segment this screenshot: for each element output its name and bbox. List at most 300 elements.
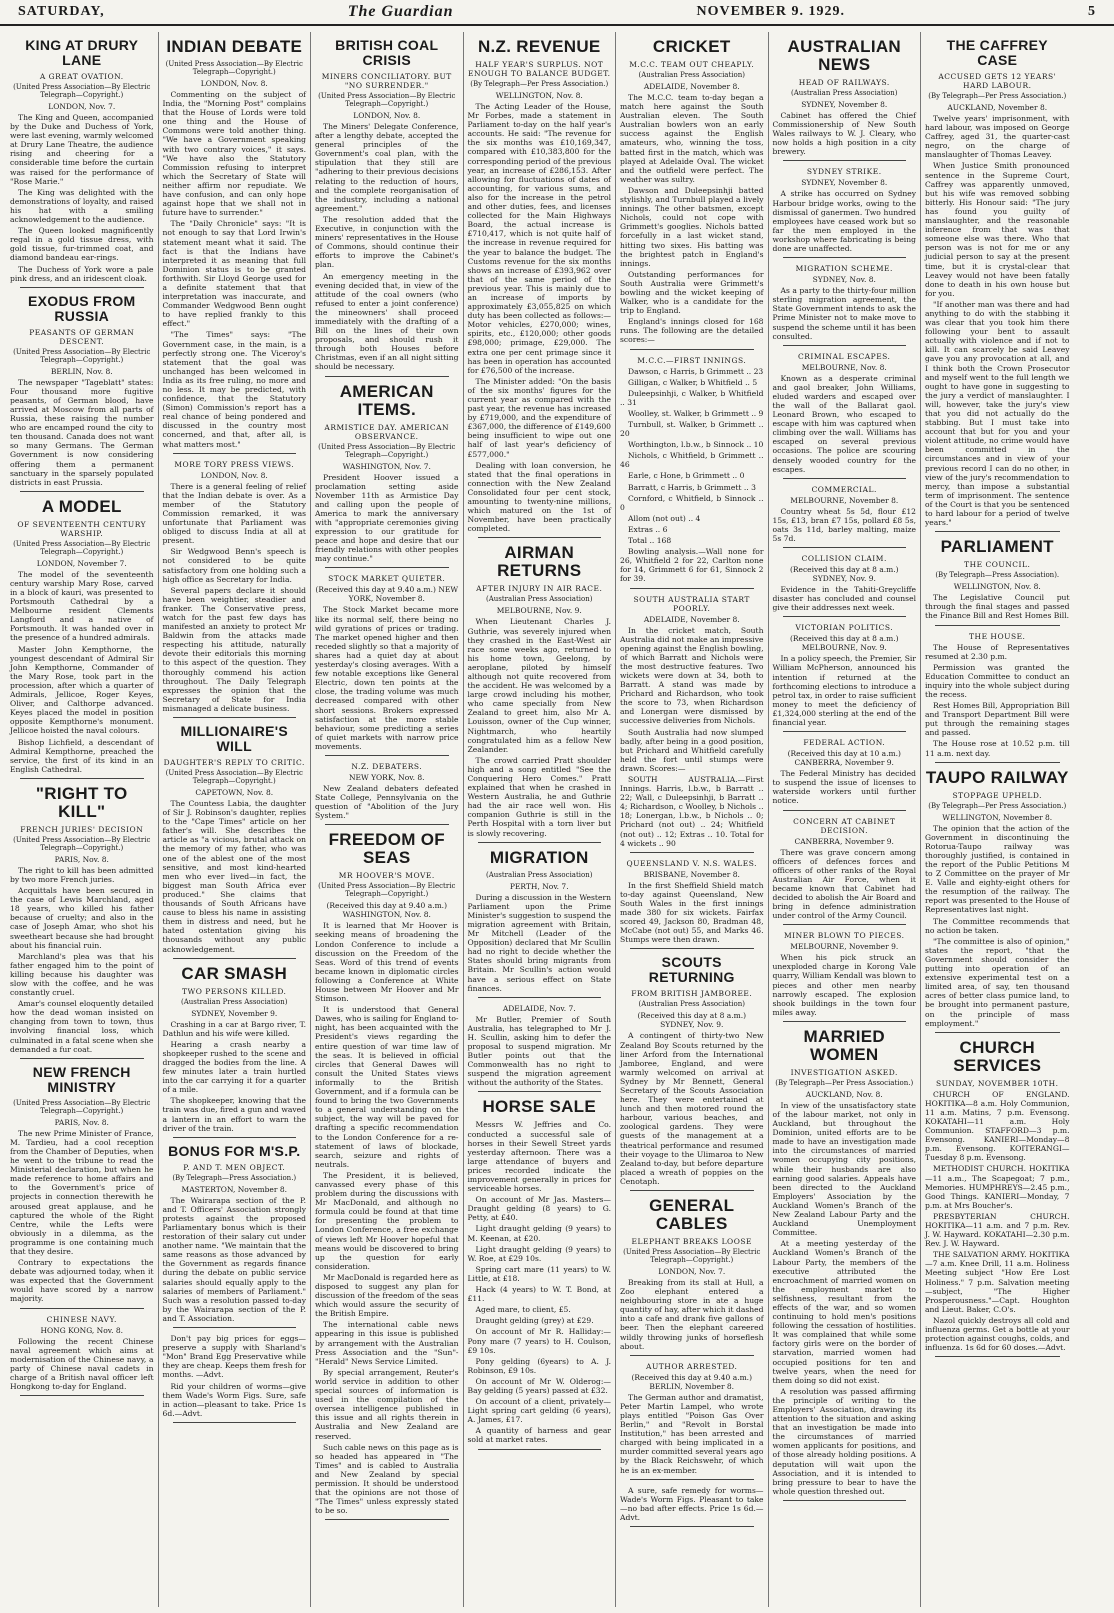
story-subheading: A GREAT OVATION. — [39, 72, 124, 81]
story-paragraph: Don't pay big prices for eggs—preserve a supply with Sharland's "Mon" Brand Egg Preservative while they are cheap. Keeps them fresh for months. —Advt. — [162, 1334, 306, 1380]
story-paragraph: An emergency meeting in the evening decided that, in view of the attitude of the coal owners (who refused to enter a joint conference) the mineowners' shall proceed immediately with the drafting of a Bill on the lines of their own proposals, and should rush it through both Houses before Christmas, even if an all night sitting should be necessary. — [315, 271, 459, 372]
story-paragraph: Hack (4 years) to W. T. Bond, at £11. — [467, 1285, 611, 1304]
story-dateline: MELBOURNE, Nov. 9. — [496, 606, 582, 616]
story-paragraph: The resolution added that the Executive, in conjunction with the miners' representatives in the House of Commons, should continue their efforts to improve the Cabinet's plan. — [315, 214, 459, 270]
story-paragraph: In a policy speech, the Premier, Sir William McPherson, announced his intention if returned at the forthcoming elections to introduce a petrol tax, in order to raise sufficient money to meet the deficiency of £1,324,000 sterling at the end of the financial year. — [772, 654, 916, 728]
story-paragraph: Nichols, c Whitfield, b Grimmett .. 46 — [620, 451, 764, 470]
news-story — [10, 498, 154, 779]
story-source-credit: (Australian Press Association) — [790, 89, 898, 97]
story-divider — [478, 537, 602, 538]
story-paragraph: Hearing a crash nearby a shopkeeper rushed to the scene and dragged the bodies from the line. A few minutes later a train hurtled into the car carrying it for a quarter of a mile. — [162, 1039, 306, 1095]
story-headline: FREEDOM OF SEAS — [328, 830, 445, 868]
story-paragraph: Spring cart mare (11 years) to W. Little, at £18. — [467, 1264, 611, 1283]
story-paragraph: England's innings closed for 168 runs. The following are the detailed scores:— — [620, 317, 764, 345]
news-story — [163, 965, 307, 1138]
story-dateline: WASHINGTON, Nov. 7. — [342, 461, 431, 471]
story-source-credit: (Australian Press Association) — [638, 71, 745, 79]
story-divider — [783, 1021, 907, 1022]
story-paragraph: The King and Queen, accompanied by the Duke and Duchess of York, were last evening, warmly welcomed at Drury Lane Theatre, the audience rising and cheering for a considerable time before the curtain was raised for the performance of "Rose Marie." — [10, 113, 154, 186]
story-dateline: (Received this day at 9.40 a.m.) WASHINGTON, Nov. 8. — [326, 901, 447, 920]
story-paragraph: Twelve years' imprisonment, with hard labour, was imposed on George Caffrey, aged 31, the quarter-cast negro, on the charge of manslaughter of Thomas Leavey. — [925, 114, 1070, 160]
story-subheading: TWO PERSONS KILLED. — [182, 986, 287, 996]
story-dateline: (Received this day at 9.40 a.m.) BERLIN, November 8. — [631, 1372, 752, 1391]
story-divider — [173, 958, 297, 959]
story-divider — [783, 1500, 907, 1501]
story-paragraph: A quantity of harness and gear sold at market rates. — [467, 1426, 611, 1445]
news-story — [773, 352, 917, 479]
column-6 — [769, 32, 922, 1607]
story-dateline: AUCKLAND, November 8. — [947, 103, 1048, 112]
news-story — [315, 831, 459, 1520]
column-2 — [159, 32, 312, 1607]
story-divider — [783, 810, 907, 811]
news-story — [10, 294, 154, 492]
story-headline: GENERAL CABLES — [649, 1196, 735, 1233]
story-headline: BRITISH COAL CRISIS — [335, 37, 439, 68]
story-paragraph: The Miners' Delegate Conference, after a lengthy debate, accepted the general principles of the Government's coal plan, with the stipulation that they still are "adhering to their previous decisions relating to the reduction of hours, and the complete reorganisation of the industry, including a national agreement." — [315, 122, 459, 213]
story-divider — [783, 924, 907, 925]
story-paragraph: Turnbull, st. Walker, b Grimmett .. 20 — [620, 420, 764, 439]
story-paragraph: Sir Wedgwood Benn's speech is not considered to be quite satisfactory from one holding such a high office as Secretary for India. — [162, 547, 306, 584]
story-paragraph: Breaking from its stall at Hull, a Zoo elephant entered a neighbouring store in ate a huge quantity of hay, after which it dashed into a cafe and drank five gallons of beer. Then the elephant careered wildly throwing junks of horseflesh about. — [620, 1278, 764, 1351]
story-paragraph: The Federal Ministry has decided to suspend the issue of licenses to waterside workers until further notice. — [772, 769, 916, 806]
news-story — [773, 1028, 917, 1501]
story-paragraph: The German author and dramatist, Peter Martin Lampel, who wrote plays entitled "Poison Gas Over Berlin," and "Revolt in Borstal Institution," has been arrested and charged with being implicated in a murder committed several years ago by the Black Reichswehr, of which he is an ex-member. — [620, 1392, 764, 1475]
story-paragraph: The Stock Market became more like its normal self, there being no wild gyrations of prices or trading. The market opened higher and then receded slightly so that a majority of shares had a quiet day at about yesterday's closing averages. With a few notable exceptions like General Electric, down ten points at the close, the trading volume was much decreased compared with other short sessions. Brokers expressed satisfaction at the more stable behaviour, some predicting a series of quiet markets with narrow price movements. — [315, 605, 459, 751]
story-paragraph: South Australia had now slumped badly, after being in a good position, but Prichard and Whitfield carefully held the fort until stumps were drawn. Scores:— — [620, 727, 764, 773]
story-headline: "RIGHT TO KILL" — [35, 783, 128, 821]
masthead-day: SATURDAY, — [18, 4, 105, 19]
story-paragraph: When Justice Smith pronounced sentence in the Supreme Court, Caffrey was apparently unmoved, but his wife was removed sobbing bitterly. His Honour said: "The jury has found you guilty of manslaughter, and the reasonable inference from that was that someone else was there. Who that person was is not for me or any judicial person to say at the present time, but it is crystal-clear that Leavey would not have been fatally done to death in his own house but for you. — [925, 161, 1070, 298]
news-story — [620, 859, 764, 950]
story-paragraph: Bowling analysis.—Wall none for 26, Whitfield 2 for 22, Carlton none for 14, Grimmett 6 for 61, Sinnock 2 for 39. — [620, 547, 764, 584]
story-paragraph: The M.C.C. team to-day began a match here against the South Australian eleven. The South Australian bowlers won an early success against the English amateurs, who, winning the toss, batted first in the match, which was played at Adelaide Oval. The wicket and the outfield were perfect. The weather was sultry. — [620, 93, 764, 184]
story-paragraph: It is understood that General Dawes, who is sailing for England to-night, has been acquainted with the President's views regarding the entire question of war time law of the seas. It is believed in official circles that General Dawes will consult the United States views informally to the British Government, and if a formula can be found to bring the two Governments to a general understanding on the subject, the way will be paved for drafting a specific recommendation to the London Conference for a re-statement of laws of blockade, search, seizure and rights of neutrals. — [315, 1005, 459, 1169]
story-subheading: COLLISION CLAIM. — [801, 554, 887, 564]
story-dateline: BERLIN, Nov. 8. — [50, 366, 113, 376]
story-divider — [935, 1032, 1060, 1033]
news-story — [620, 955, 764, 1191]
story-subheading: COMMERCIAL. — [811, 484, 877, 494]
column-3 — [311, 32, 464, 1607]
story-divider — [783, 547, 907, 548]
story-subheading: DAUGHTER'S REPLY TO CRITIC. — [163, 758, 305, 767]
story-headline: A MODEL — [41, 496, 122, 516]
story-subheading: M.C.C. TEAM OUT CHEAPLY. — [629, 60, 755, 69]
story-subheading: SUNDAY, NOVEMBER 10TH. — [935, 1078, 1059, 1088]
story-subheading: MR HOOVER'S MOVE. — [338, 871, 435, 881]
story-divider — [478, 842, 602, 843]
story-subheading: SOUTH AUSTRALIA START POORLY. — [633, 594, 750, 613]
story-dateline: WELLINGTON, Nov. 8. — [495, 91, 583, 100]
story-paragraph: In view of the unsatisfactory state of the labour market, not only in Auckland, but throughout the Dominion, united efforts are to be made to have an investigation made into the circumstances of married women occupying city positions, while their husbands are also earning good salaries. Appeals have been directed to the Auckland Employers' Association by the Auckland Women's Branch of the New Zealand Labour Party and the Auckland Unemployment Committee. — [772, 1100, 916, 1238]
story-paragraph: The model of the seventeenth century warship Mary Rose, carved in a block of kauri, was presented to Portsmouth Cathedral by a Melbourne resident Clements Langford and a native of Portsmouth. It was handed over in the presence of a hundred admirals. — [10, 569, 154, 643]
story-subheading: AUTHOR ARRESTED. — [646, 1361, 738, 1371]
story-paragraph: Messrs W. Jeffries and Co. conducted a successful sale of horses in their Sewell Street yards yesterday afternoon. There was a large attendance of buyers and prices recorded indicate the improvement generally in prices for serviceable horses. — [467, 1120, 611, 1194]
story-subheading: INVESTIGATION ASKED. — [790, 1067, 898, 1077]
story-source-credit: (By Telegraph—Per Press Association.) — [928, 92, 1067, 100]
story-paragraph: When his pick struck an unexploded charge in Korong Vale quarry, William Kendall was blown to pieces and other men nearby narrowly escaped. The explosion shook buildings in the town four miles away. — [772, 953, 916, 1017]
story-dateline: AUCKLAND, Nov. 8. — [805, 1089, 883, 1099]
story-paragraph: At a meeting yesterday of the Auckland Women's Branch of the Labour Party, the members of the executive attributed the encroachment of married women on the employment market to selfishness, resultant from the effects of the war, and so women continuing to hold men's positions following the cessation of hostilities. It was complained that while some factory girls were on the border of starvation, married women had occupied positions for ten and twelve years, when the need for them doing so did not exist. — [772, 1239, 916, 1385]
story-source-credit: (Australian Press Association) — [485, 870, 593, 879]
story-headline: HORSE SALE — [482, 1097, 597, 1117]
story-paragraph: SOUTH AUSTRALIA.—First Innings. Harris, l.b.w., b Barratt .. 22; Wall, c Duleepsinhji, b Barratt .. 4; Richardson, c Woolley, b Nichols .. 18; Lonergan, l.b.w., b Nichols .. 0; Prichard (not out) .. 24; Whitfield (not out) .. 12; Extras .. 10. Total for 4 wickets .. 90 — [620, 775, 764, 848]
story-subheading: PEASANTS OF GERMAN DESCENT. — [29, 327, 135, 346]
story-headline: CRICKET — [652, 37, 731, 56]
story-divider — [630, 1355, 754, 1356]
column-4 — [464, 32, 617, 1607]
story-paragraph: The newspaper "Tageblatt" states: Four thousand more fugitive peasants, of German blood, have arrived at Moscow from all parts of Russia, these raising the number who are encamped round the city to ten thousand. Canada does not want so many Germans. The German Government is now considering offering them a permanent sanctuary in the sparsely populated districts in east Prussia. — [10, 377, 154, 487]
news-story — [773, 623, 917, 732]
story-paragraph: When Lieutenant Charles J. Guthrie, was severely injured when they crashed in the East-West air race some weeks ago, returned to his home town, Geelong, by aeroplane, piloted by himself although not quite recovered from the accident. He was welcomed by a large crowd including his mother, who came specially from New Zealand to greet him, also Mr A. Louisson, owner of the Cup winner, Nightmarch, who heartily congratulated him as a fellow New Zealander. — [467, 617, 611, 754]
story-subheading: P. AND T. MEN OBJECT. — [183, 1162, 286, 1172]
story-divider — [20, 1058, 144, 1059]
story-divider — [325, 755, 449, 756]
story-paragraph: Allom (not out) .. 4 — [628, 513, 701, 523]
story-paragraph: Earle, c Hone, b Grimmett .. 0 — [628, 471, 745, 481]
story-paragraph: Duleepsinhji, c Walker, b Whitfield .. 31 — [620, 388, 764, 407]
news-story — [468, 849, 612, 998]
story-dateline: BRISBANE, November 8. — [643, 869, 740, 879]
story-subheading: CONCERN AT CABINET DECISION. — [793, 816, 896, 835]
news-story — [10, 1065, 154, 1309]
story-source-credit: (Australian Press Association) — [485, 595, 593, 604]
story-paragraph: The shopkeeper, knowing that the train was due, fired a gun and waved a lantern in an effort to warn the driver of the train. — [162, 1096, 306, 1133]
column-5 — [616, 32, 769, 1607]
story-subheading: THE COUNCIL. — [964, 560, 1031, 570]
story-paragraph: Following the recent Chinese naval agreement which aims at modernisation of the Chinese navy, a party of Chinese naval cadets in charge of a British naval officer left Hongkong to-day for England. — [10, 1336, 154, 1391]
story-headline: CHURCH SERVICES — [953, 1037, 1042, 1075]
story-divider — [325, 824, 449, 825]
story-paragraph: Cornford, c Whitfield, b Sinnock .. 0 — [620, 493, 764, 512]
story-dateline: LONDON, Nov. 8. — [200, 79, 268, 88]
story-paragraph: Several papers declare it should have been weightier, steadier and franker. The Conservative press, watch for the past few days has manifested an anxiety to protect Mr Baldwin from the attacks made respecting his attitude, naturally devote their editorials this morning to this aspect of the question. They thoroughly commend his action throughout. The Daily Telegraph expresses the opinion that the Secretary of State for India mismanaged a delicate business. — [162, 585, 306, 713]
story-divider — [630, 852, 754, 853]
story-headline: INDIAN DEBATE — [166, 37, 303, 56]
story-paragraph: The Countess Labia, the daughter of Sir J. Robinson's daughter, replies to the "Cape Times" article on her father's will. She describes the article as "a vicious, brutal attack on the memory of my father, who was one of the ablest one of the most sensitive, and most kind-hearted men who ever lived—in fact, the biggest man South Africa ever produced." She claims that thousands of South Africans have cause to bless his name in assisting them in distress and need, but he hated ostentation giving his thousands without any public acknowledgement. — [162, 799, 306, 954]
story-paragraph: The crowd carried Pratt shoulder high and a song entitled "See the Conquering Hero Comes." Pratt explained that when he crashed in Western Australia, he and Guthrie had the air race well won. His companion Guthrie is still in the Perth Hospital with a torn liver but is slowly recovering. — [467, 755, 611, 838]
column-7 — [921, 32, 1074, 1607]
story-subheading: MINER BLOWN TO PIECES. — [784, 931, 905, 941]
story-dateline: (Received this day at 10 a.m.) CANBERRA, November 9. — [787, 749, 901, 768]
story-divider — [630, 948, 754, 949]
story-dateline: LONDON, Nov. 8. — [200, 470, 268, 480]
news-story — [468, 544, 612, 842]
story-paragraph: Contrary to expectations the debate was adjourned today, when it was expected that the Government would have scored by a narrow majority. — [10, 1258, 154, 1304]
story-divider — [630, 1190, 754, 1191]
story-headline: AIRMAN RETURNS — [497, 543, 582, 581]
news-story — [315, 762, 459, 825]
story-paragraph: METHODIST CHURCH. HOKITIKA—11 a.m., The Scapegoat; 7 p.m., Memories. HUMPHREYS—2.45 p.m., Good Things. KANIERI—Monday, 7 p.m. at Mrs Boucher's. — [925, 1164, 1070, 1210]
story-paragraph: Dawson and Duleepsinhji batted stylishly, and Turnbull played a lively innings. The other batsmen, except Nichols, could not cope with Grimmett's googlies. Nichols batted forcefully in a last wicket stand, hitting two sixes. His batting was the brightest patch in England's innings. — [620, 185, 764, 268]
story-dateline: (Received this day at 8 a.m.) SYDNEY, Nov. 9. — [789, 565, 899, 584]
story-dateline: WELLINGTON, Nov. 8. — [953, 582, 1041, 592]
story-subheading: MORE TORY PRESS VIEWS. — [174, 459, 295, 469]
story-paragraph: There is a general feeling of relief that the Indian debate is over. As a member of the Statutory Commission remarked, it was unfortunate that Parliament was obliged to discuss India at all at present. — [162, 481, 306, 546]
story-divider — [20, 491, 144, 492]
story-divider — [173, 1137, 297, 1138]
story-subheading: HEAD OF RAILWAYS. — [798, 78, 890, 87]
story-divider — [325, 1519, 449, 1520]
story-subheading: ELEPHANT BREAKS LOOSE — [631, 1237, 752, 1246]
story-dateline: SYDNEY, November 9. — [191, 1008, 278, 1018]
story-paragraph: During a discussion in the Western Parliament upon the Prime Minister's suggestion to suspend the migration agreement with Britain, Mr Mitchell (Leader of the Opposition) declared that Mr Scullin had no right to decide whether the States should bring migrants from Britain. Mr Scullin's action would have a serious effect on State finances. — [467, 892, 611, 993]
news-story — [468, 38, 612, 538]
story-paragraph: In the cricket match, South Australia did not make an impressive opening against the English bowling, of which Barratt and Nichols were the most destructive features. Two wickets were down at 34, both to Barratt. A stand was made by Prichard and Richardson, who took the score to 73, when Richardson and Lonergan were dismissed by successive deliveries from Nichols. — [620, 625, 764, 726]
story-divider — [935, 531, 1060, 532]
story-paragraph: Bishop Lichfield, a descendant of Admiral Kempthorne, preached the service, the first of its kind in an English Cathedral. — [10, 737, 154, 774]
story-paragraph: The new Prime Minister of France, M. Tardieu, had a cool reception from the Chamber of Deputies, when he went to the tribune to read the Ministerial declaration, but when he made reference to home affairs and to the Government's price of projects in connection therewith he aroused great applause, and he captured the whole of the Right Centre, while the Lefts were obviously in a dilemma, as the programme is one containing much that they desire. — [10, 1128, 154, 1256]
story-source-credit: (United Press Association—By Electric Telegraph—Copyright.) — [13, 1098, 151, 1115]
story-headline: N.Z. REVENUE — [477, 37, 601, 56]
story-divider — [478, 997, 602, 998]
story-paragraph: It is learned that Mr Hoover is seeking means of broadening the London Conference to include a discussion on the Freedom of the Seas. Word of this trend of events became known in diplomatic circles following a Conference at White House between Mr Hoover and Mr Stimson. — [315, 921, 459, 1004]
story-headline: TAUPO RAILWAY — [925, 767, 1069, 787]
story-headline: NEW FRENCH MINISTRY — [32, 1063, 131, 1095]
story-divider — [630, 588, 754, 589]
story-source-credit: (United Press Association—By Electric Telegraph—Copyright.) — [318, 92, 456, 108]
story-headline: AUSTRALIAN NEWS — [787, 37, 901, 74]
story-subheading: MINERS CONCILIATORY. BUT "NO SURRENDER." — [321, 72, 452, 90]
story-dateline: SYDNEY, November 8. — [801, 100, 888, 109]
news-story — [620, 595, 764, 853]
story-headline: BONUS FOR M'S.P. — [168, 1142, 301, 1159]
story-paragraph: The King was delighted with the demonstrations of loyalty, and raised his hat with a smiling acknowledgement to the audience. — [10, 187, 154, 225]
story-paragraph: "If another man was there and had anything to do with the stabbing it was clear that you took him there following your bent to assault actually with violence and if not to kill. It can scarcely be said Leavey gave you any provocation at all, and I think both the Crown Prosecutor and myself went to the full length we ought to have gone in suggesting to the jury a verdict of manslaughter. I will, however, take the jury's view that you did not actually do the stabbing. But I must take into account that but for you and your violent attitude, no crime would have been committed in the circumstances and in view of your previous record I can do no other, in view of the jury's recommendation to mercy, than impose a substantial term of imprisonment. The sentence of the Court is that you be sentenced to hard labour for a period of twelve years." — [925, 299, 1070, 528]
story-subheading: THE HOUSE. — [969, 631, 1026, 641]
story-divider — [325, 567, 449, 568]
story-paragraph: Acquittals have been secured in the case of Lewis Marchland, aged 18 years, who killed his father because of cruelty; and also in the case of Joseph Amar, who shot his sweetheart because she had brought about his financial ruin. — [10, 886, 154, 950]
story-paragraph: Woolley, st. Walker, b Grimmett .. 9 — [628, 408, 764, 418]
news-story — [163, 38, 307, 454]
story-subheading: QUEENSLAND V. N.S. WALES. — [626, 858, 757, 868]
story-paragraph: Total .. 168 — [628, 536, 672, 546]
news-story — [620, 1362, 764, 1480]
story-paragraph: THE SALVATION ARMY. HOKITIKA—7 a.m. Knee Drill, 11 a.m. Holiness Meeting subject "How Ere Lost Holiness." 7 p.m. Salvation meeting—subject, "The Higher Prosperousness."—Capt. Houghton and Lieut. Baker, C.O's. — [925, 1250, 1070, 1314]
story-headline: MIGRATION — [489, 847, 589, 867]
story-divider — [173, 453, 297, 454]
story-dateline: SYDNEY, November 8. — [801, 178, 888, 188]
news-story — [620, 356, 764, 589]
story-paragraph: Pony gelding (6years) to A. J. Robinson, £9 10s. — [467, 1356, 611, 1375]
story-subheading: FROM BRITISH JAMBOREE. — [631, 989, 753, 999]
story-paragraph: Commenting on the subject of India, the "Morning Post" complains that the House of Lords were told one thing and the House of Commons were told another thing. "We have a Government speaking with two contrary voices," it says. "We have also the Statutory Commission refusing to interpret which the Secretary of State will neither affirm nor repudiate. We have confusion, and can only hope against hope that we shall not in future have to surrender." — [162, 90, 306, 218]
story-source-credit: (By Telegraph—Per Press Association.) — [470, 80, 609, 88]
story-dateline: CAPETOWN, Nov. 8. — [195, 788, 274, 797]
story-source-credit: (By Telegraph—Press Association.) — [172, 1173, 297, 1182]
story-paragraph: The opinion that the action of the Government in discontinuing the Rotorua-Taupo railway was thoroughly justified, is contained in the report of the Public Petitions M to Z Committee on the prayer of Mr E. Valle and eighty-eight others for the resumption of the railway. The report was presented to the House of Representatives last night. — [925, 823, 1070, 915]
story-paragraph: Master John Kempthorne, the youngest descendant of Admiral Sir John Kempthorne, Commander of the Mary Rose, took part in the procession, after which a quarter of Admirals, Jellicoe, Roger Keyes, Oliver, and Calthorpe advanced. Keyes placed the model in position opposite Kempthorne's monument. Jellicoe hoisted the naval colours. — [10, 644, 154, 736]
story-divider — [630, 1479, 754, 1480]
story-paragraph: There was grave concern among officers of defences forces and officers of other ranks of the Royal Australian Air Force, when it became known that Cabinet had decided to abolish the Air Board and bring in defence administration under control of the Army Council. — [772, 847, 916, 921]
story-paragraph: Crashing in a car at Bargo river, T. Dathlun and his wife were killed. — [162, 1019, 306, 1038]
column-1 — [6, 32, 159, 1607]
news-story — [773, 931, 917, 1022]
story-paragraph: The President, it is believed, canvassed every phase of this problem during the discussions with Mr MacDonald, and although no formula could be found at that time for presenting the problem to London Conference, a free exchange of views left Mr Hoover hopeful that means would be discovered to bring up the question for early consideration. — [315, 1170, 459, 1271]
story-headline: EXODUS FROM RUSSIA — [27, 292, 136, 324]
story-divider — [783, 257, 907, 258]
story-paragraph: The Acting Leader of the House, Mr Forbes, made a statement in Parliament to-day on the half year's accounts. He said: "The revenue for the six months was £10,169,347, compared with £10,383,800 for the corresponding period of the previous year, an increase of £286,153. After allowing for fluctuations of dates of accounting, for various sums, and also for the increase in the petrol and other duties, fees, and licenses collected for the Main Highways Board, the actual increase is £710,417, which is not quite half of the increase in revenue required for the year to balance the budget. The Customs revenue for the six months shows an increase of £393,962 over that of the same period of the previous year. This is mainly due to an increase of imports by approximately £3,055,825 on which duty has been collected as follows:—Motor vehicles, £270,000; wines, spirits, etc., £120,000; other goods £98,000; primage, £29,000. The extra one per cent primage since it has been in operation has accounted for £76,500 of the increase. — [467, 102, 611, 375]
story-subheading: VICTORIAN POLITICS. — [795, 623, 894, 633]
story-paragraph: Amar's counsel eloquently detailed how the dead woman insisted on changing from town to town, thus involving financial loss, which culminated in a fatal scene when she demanded a fur coat. — [10, 999, 154, 1054]
story-paragraph: Dealing with loan conversion, he stated that the final operations in connection with the New Zealand Consolidated four per cent stock, amounting to twenty-nine millions, which matured on the 1st of November, have been practically completed. — [467, 460, 611, 534]
story-paragraph: PRESBYTERIAN CHURCH. HOKITIKA—11 a.m. and 7 p.m. Rev. J. W. Hayward. KOKATAHI—2.30 p.m. Rev. J. W. Hayward. — [925, 1211, 1070, 1249]
story-dateline: PARIS, Nov. 8. — [54, 854, 109, 864]
story-paragraph: Marchland's plea was that his father engaged him to the point of killing because his daughter was slow with the coffee, and he was constantly cruel. — [10, 951, 154, 998]
story-divider — [20, 1395, 144, 1396]
story-source-credit: (United Press Association—By Electric Telegraph—Copyright.) — [13, 83, 151, 99]
story-paragraph: On account of a client, privately— Light spring cart gelding (6 years), A. James, £17. — [467, 1397, 611, 1425]
story-paragraph: President Hoover issued a proclamation setting aside November 11th as Armistice Day and calling upon the people of America to mark the anniversary with "appropriate ceremonies giving expression to our gratitude for peace and hope and desire that our friendly relations with other peoples may continue." — [315, 472, 459, 564]
masthead-paper-title: The Guardian — [347, 3, 454, 20]
news-story — [163, 1144, 307, 1328]
story-paragraph: On account of Mr Jas. Masters— Draught gelding (8 years) to G. Petty, at £40. — [467, 1195, 611, 1223]
story-source-credit: (Australian Press Association) — [180, 997, 288, 1006]
story-subheading: MIGRATION SCHEME. — [795, 264, 893, 274]
story-divider — [935, 625, 1060, 626]
story-headline: CAR SMASH — [181, 963, 288, 983]
news-story — [315, 383, 459, 569]
story-divider — [935, 762, 1060, 763]
masthead — [0, 0, 1114, 26]
story-paragraph: Outstanding performances for South Australia were Grimmett's bowling and the wicket keeping of Walker, who is a candidate for the trip to England. — [620, 269, 764, 316]
story-paragraph: A sure, safe remedy for worms—Wade's Worm Figs. Pleasant to take —no bad after effects. Price 1s 6d.—Advt. — [620, 1485, 764, 1522]
story-divider — [478, 1449, 602, 1450]
story-source-credit: (United Press Association—By Electric Telegraph—Copyright.) — [13, 347, 151, 364]
story-dateline: ADELAIDE, Nov. 7. — [502, 1003, 576, 1013]
story-paragraph: Cabinet has offered the Chief Commissionership of New South Wales railways to W. J. Cleary, who now holds a high position in a city brewery. — [772, 111, 916, 157]
story-source-credit: (By Telegraph—Press Association). — [935, 571, 1060, 580]
story-paragraph: By special arrangement, Reuter's world service in addition to other special sources of information is used in the compilation of the oversea intelligence published in this issue and all rights therein in Australia and New Zealand are reserved. — [315, 1367, 459, 1441]
story-paragraph: Barratt, c Harris, b Grimmett .. 3 — [628, 482, 756, 492]
story-headline: MARRIED WOMEN — [803, 1026, 885, 1064]
story-subheading: ACCUSED GETS 12 YEARS' HARD LABOUR. — [938, 72, 1057, 90]
story-paragraph: On account of Mr W. Olderog:— Bay gelding (5 years) passed at £32. — [467, 1376, 611, 1395]
story-divider — [783, 478, 907, 479]
story-dateline: LONDON, Nov. 8. — [353, 111, 421, 120]
story-divider — [478, 1091, 602, 1092]
story-paragraph: A contingent of thirty-two New Zealand Boy Scouts returned by the liner Arford from the International Jamboree, England, and were warmly welcomed on arrival at Sydney by Mr Bennett, General Secretary of the Scouts Association here. They were entertained at lunch and then motored round the harbour, various beaches, and zoological gardens. They were guests of the management at a theatrical performance and resumed their voyage to the Ulimaroa to New Zealand to-day, but before departure placed a wreath of poppies on the Cenotaph. — [620, 1031, 764, 1186]
story-dateline: SYDNEY, Nov. 8. — [812, 275, 876, 285]
story-headline: THE CAFFREY CASE — [946, 37, 1048, 68]
story-subheading: HALF YEAR'S SURPLUS. NOT ENOUGH TO BALANCE BUDGET. — [467, 60, 611, 78]
story-paragraph: Permission was granted the Education Committee to conduct an inquiry into the whole subject during the recess. — [925, 662, 1070, 699]
story-paragraph: Light draught gelding (9 years) to M. Keenan, at £20. — [467, 1224, 611, 1243]
story-paragraph: CHURCH OF ENGLAND. HOKITIKA—8 a.m. Holy Communion, 11 a.m. Matins, 7 p.m. Evensong. KOKATAHI—11 a.m. Holy Communion. STAFFORD—3 p.m. Evensong. KANIERI—Monday—8 p.m. Evensong. KOITERANGI—Tuesday 8 p.m. Evensong. — [925, 1089, 1070, 1163]
story-paragraph: A strike has occurred on Sydney Harbour bridge works, owing to the dismissal of ganermen. Two hundred employees have ceased work but so far the men employed in the workshop where fabricating is being done are unaffected. — [772, 189, 916, 254]
story-subheading: FEDERAL ACTION. — [803, 738, 886, 748]
news-story — [10, 1315, 154, 1397]
news-story — [620, 38, 764, 350]
story-paragraph: The Wairarapa section of the P. and T. Officers' Association strongly protests against the proposed Parliamentary bonus which is their restoration of their salary cut under another name. "We maintain that the same reasons as those advanced by the Government as regards finance during the debate on public service salaries should equally apply to the salaries of members of Parliament." Such was a resolution passed to-day by the Wairarapa section of the P. and T. Association. — [162, 1195, 306, 1323]
story-subheading: CHINESE NAVY. — [46, 1314, 117, 1324]
story-subheading: OF SEVENTEENTH CENTURY WARSHIP. — [17, 519, 147, 538]
story-subheading: N.Z. DEBATERS. — [351, 761, 423, 771]
story-paragraph: Gilligan, c Walker, b Whitfield .. 5 — [628, 377, 758, 387]
story-source-credit: (United Press Association—By Electric Telegraph—Copyright.) — [165, 769, 303, 785]
story-paragraph: The Queen looked magnificently regal in a gold tissue dress, with gold tissue, fur-trimmed coat, and diamond bandeau ear-rings. — [10, 226, 154, 263]
story-source-credit: (United Press Association—By Electric Telegraph—Copyright.) — [318, 442, 456, 459]
story-source-credit: (United Press Association—By Electric Telegraph—Copyright.) — [13, 539, 151, 556]
news-story — [925, 769, 1070, 1033]
story-dateline: (Received this day at 8 a.m.) SYDNEY, Nov. 9. — [637, 1011, 747, 1030]
news-story — [773, 485, 917, 548]
story-divider — [325, 376, 449, 377]
story-paragraph: The "Daily Chronicle" says: "It is not enough to say that Lord Irwin's statement meant what it said. The fact is that the Indians have interpreted it as meaning that full Dominion status is to be granted forthwith. Sir Lloyd George used for a definite statement that that interpretation was inaccurate, and Commander Wedgwood Benn ought to have replied frankly to this effect." — [162, 219, 306, 329]
story-source-credit: (United Press Association—By Electric Telegraph—Copyright.) — [165, 60, 303, 76]
story-paragraph: In the first Sheffield Shield match to-day against Queensland, New South Wales in the first innings made 380 for six wickets. Fairfax scored 49, Jackson 80, Bradman 48, McCabe (not out) 55, and Marks 46. Stumps were then drawn. — [620, 880, 764, 945]
news-story — [773, 264, 917, 346]
news-story — [773, 738, 917, 810]
story-subheading: AFTER INJURY IN AIR RACE. — [476, 584, 603, 594]
story-paragraph: Light draught gelding (9 years) to W. Roe, at £29 10s. — [467, 1244, 611, 1263]
story-divider — [20, 778, 144, 779]
story-paragraph: A resolution was passed affirming the principle of writing to the Employers' Association, drawing its attention to the situation and asking that an investigation be made into the circumstances of married women applicants for positions, and of those already holding positions. A deputation will wait upon the Association, and it is intended to bring pressure to bear to have the whole question threshed out. — [772, 1386, 916, 1496]
story-divider — [630, 1526, 754, 1527]
story-divider — [173, 1422, 297, 1423]
story-source-credit: (By Telegraph—Per Press Association.) — [775, 1078, 914, 1087]
story-paragraph: Nazol quickly destroys all cold and influenza germs. Get a bottle at your protection against coughs, colds, and influenza. 1s 6d for 60 doses.—Advt. — [925, 1315, 1070, 1353]
news-story — [468, 1004, 612, 1093]
story-dateline: LONDON, November 7. — [36, 558, 127, 568]
story-paragraph: The Committee recommends that no action be taken. — [925, 916, 1070, 935]
story-headline: PARLIAMENT — [940, 537, 1054, 557]
story-headline: MILLIONAIRE'S WILL — [180, 723, 289, 754]
story-source-credit: (United Press Association—By Electric Telegraph—Copyright.) — [623, 1248, 761, 1264]
story-divider — [20, 1308, 144, 1309]
news-story — [620, 1197, 764, 1356]
news-story — [925, 538, 1070, 625]
story-dateline: MASTERTON, November 8. — [181, 1184, 287, 1194]
story-paragraph: The Duchess of York wore a pale pink dress, and an iridescent cloak. — [10, 264, 154, 283]
story-dateline: PARIS, Nov. 8. — [54, 1117, 109, 1127]
story-subheading: STOPPAGE UPHELD. — [952, 790, 1042, 800]
story-source-credit: (By Telegraph—Per Press Association.) — [928, 801, 1067, 810]
story-paragraph: "The Times" says: "The Government case, in the main, is a perfectly strong one. The Viceroy's statement that the goal was unchanged has been welcomed in India as its free ruling, no more and no less. It may be predicted, with confidence, that the Statutory (Simon) Commission's report has a real chance of being pondered and discussed in the country most concerned, and that, after all, is what matters most." — [162, 330, 306, 449]
news-story — [925, 632, 1070, 763]
story-dateline: (Received this day at 9.40 a.m.) NEW YORK, November 8. — [315, 585, 459, 604]
story-paragraph: On account of Mr R. Halliday:— Pony mare (7 years) to H. Coulson, £9 10s. — [467, 1327, 611, 1355]
story-headline: KING AT DRURY LANE — [25, 37, 139, 68]
story-paragraph: The international cable news appearing in this issue is published by arrangement with the Australian Press Association and the "Sun"-"Herald" News Service Limited. — [315, 1320, 459, 1366]
story-paragraph: Known as a desperate criminal and gaol breaker, John Williams, eluded warders and escaped over the wall of the Ballarat gaol. Leonard Brown, who escaped to escape with him was captured when climbing over the wall. Williams has escaped on several previous occasions. The police are scouring densely wooded country for the escapes. — [772, 373, 916, 474]
story-dateline: ADELAIDE, November 8. — [643, 614, 740, 624]
story-subheading: CRIMINAL ESCAPES. — [798, 351, 891, 361]
story-paragraph: Mr MacDonald is regarded here as disposed to suggest any plan for discussion of the freedom of the seas which would assure the security of the British Empire. — [315, 1272, 459, 1319]
masthead-date: NOVEMBER 9. 1929. — [696, 4, 845, 19]
story-subheading: ARMISTICE DAY. AMERICAN OBSERVANCE. — [324, 422, 450, 441]
news-story — [773, 167, 917, 258]
story-divider — [783, 345, 907, 346]
story-dateline: HONG KONG, Nov. 8. — [40, 1325, 124, 1335]
story-paragraph: Mr Butler, Premier of South Australia, has telegraphed to Mr J. H. Scullin, asking him to defer the proposal to suspend migration. Mr Butler points out that the Commonwealth has no right to suspend the migration agreement without the authority of the States. — [467, 1014, 611, 1088]
story-subheading: M.C.C.—FIRST INNINGS. — [637, 355, 747, 365]
news-story — [163, 1334, 307, 1423]
story-divider — [783, 160, 907, 161]
story-paragraph: Dawson, c Harris, b Grimmett .. 23 — [628, 366, 764, 376]
news-story — [773, 38, 917, 161]
story-source-credit: (United Press Association—By Electric Telegraph—Copyright.) — [13, 835, 151, 852]
story-dateline: LONDON, Nov. 7. — [48, 102, 116, 111]
story-divider — [173, 717, 297, 718]
story-paragraph: The House of Representatives resumed at 2.30 p.m. — [925, 642, 1070, 661]
story-divider — [783, 616, 907, 617]
story-dateline: CANBERRA, November 9. — [794, 836, 894, 846]
story-dateline: PERTH, Nov. 7. — [509, 881, 569, 891]
story-paragraph: Aged mare, to client, £5. — [475, 1305, 571, 1315]
story-paragraph: Worthington, l.b.w., b Sinnock .. 10 — [628, 440, 764, 450]
